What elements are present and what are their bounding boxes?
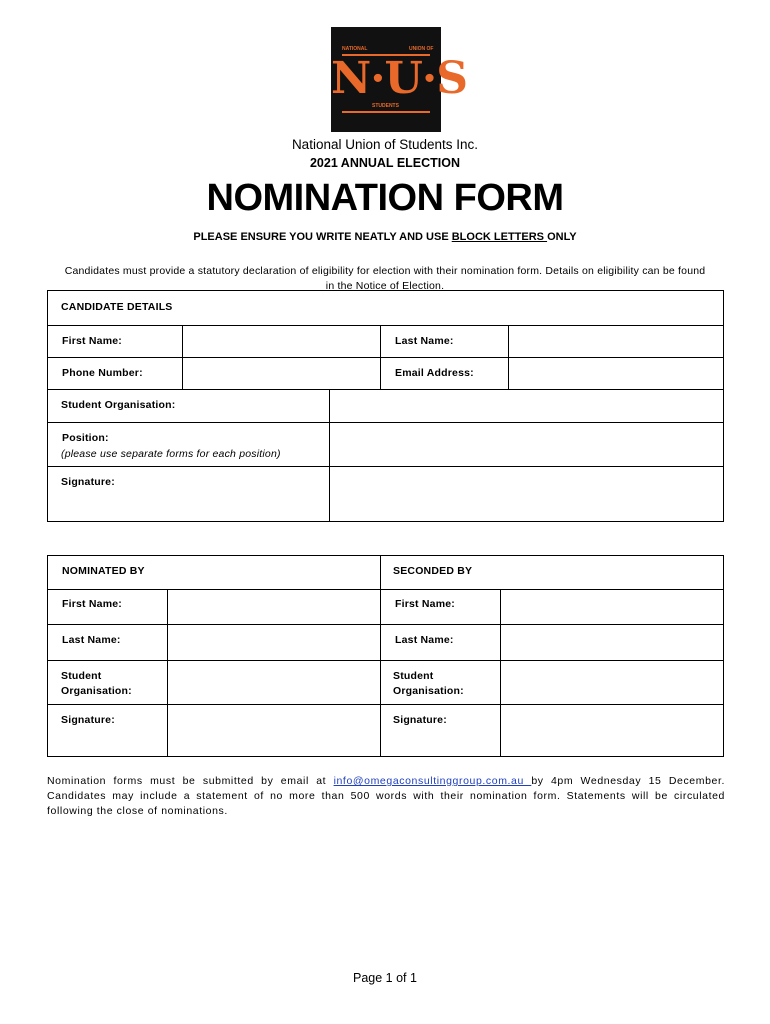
seconder-signature-label: Signature:	[393, 714, 447, 726]
candidate-col-divider	[182, 325, 183, 390]
note-text-start: Nomination forms must be submitted by email at	[47, 775, 334, 787]
candidate-last-name-label: Last Name:	[395, 335, 454, 347]
nus-logo	[331, 27, 468, 132]
page-number: Page 1 of 1	[353, 971, 417, 985]
organisation-name: National Union of Students Inc.	[291, 137, 479, 152]
candidate-student-org-label: Student Organisation:	[61, 399, 176, 411]
nominator-seconder-table	[47, 555, 724, 757]
submission-note	[47, 774, 725, 819]
position-note-text: (please use separate forms for each position)	[61, 448, 281, 460]
seconder-student-org-label	[393, 669, 464, 699]
logo-text-union-of: UNION OF	[409, 46, 434, 52]
instruction-text-underlined: BLOCK LETTERS	[451, 231, 548, 243]
candidate-email-label: Email Address:	[395, 367, 474, 379]
nominator-org-line1: Student	[61, 670, 102, 682]
nomination-row-divider	[47, 589, 724, 590]
nomination-row-divider	[47, 704, 724, 705]
nominated-by-heading: NOMINATED BY	[62, 565, 145, 577]
candidate-signature-label: Signature:	[61, 476, 115, 488]
candidate-phone-label: Phone Number:	[62, 367, 143, 379]
instruction-text-start: PLEASE ENSURE YOU WRITE NEATLY AND USE	[193, 231, 452, 243]
nomination-col-divider	[500, 589, 501, 757]
nomination-row-divider	[47, 660, 724, 661]
nominator-signature-label: Signature:	[61, 714, 115, 726]
election-title: 2021 ANNUAL ELECTION	[309, 156, 461, 170]
seconder-org-line1: Student	[393, 670, 434, 682]
nominator-last-name-label: Last Name:	[62, 634, 121, 646]
nominator-org-line2: Organisation:	[61, 685, 132, 697]
logo-text-nus: N·U·S	[331, 53, 468, 104]
writing-instruction	[0, 231, 770, 243]
logo-text-students: STUDENTS	[372, 103, 399, 109]
instruction-text-end: ONLY	[547, 231, 577, 243]
nomination-row-divider	[47, 624, 724, 625]
candidate-col-divider	[380, 325, 381, 390]
note-text-end: by 4pm Wednesday 15 December. Candidates may include a statement of no more than 500 words with their nomination form. Statements will be circulated following the close of nominations.	[47, 775, 725, 817]
nomination-col-divider	[380, 555, 381, 757]
candidate-row-divider	[47, 389, 724, 390]
form-title: NOMINATION FORM	[206, 177, 564, 219]
declaration-text: Candidates must provide a statutory declaration of eligibility for election with their nomination form. Details on eligibility can be found in the Notice of Election.	[64, 265, 706, 292]
candidate-position-label: Position:	[62, 432, 109, 444]
candidate-row-divider	[47, 357, 724, 358]
candidate-position-note	[61, 447, 281, 462]
logo-rule-bottom	[342, 111, 430, 113]
seconder-org-line2: Organisation:	[393, 685, 464, 697]
nomination-col-divider	[167, 589, 168, 757]
seconded-by-heading: SECONDED BY	[393, 565, 473, 577]
candidate-col-divider	[329, 389, 330, 522]
submission-email-link[interactable]: info@omegaconsultinggroup.com.au	[333, 775, 532, 787]
candidate-row-divider	[47, 325, 724, 326]
candidate-row-divider	[47, 422, 724, 423]
candidate-row-divider	[47, 466, 724, 467]
nominator-first-name-label: First Name:	[62, 598, 122, 610]
candidate-col-divider	[508, 325, 509, 390]
logo-text-national: NATIONAL	[342, 46, 368, 52]
nominator-student-org-label	[61, 669, 132, 699]
seconder-last-name-label: Last Name:	[395, 634, 454, 646]
seconder-first-name-label: First Name:	[395, 598, 455, 610]
candidate-first-name-label: First Name:	[62, 335, 122, 347]
candidate-details-heading: CANDIDATE DETAILS	[61, 301, 173, 313]
